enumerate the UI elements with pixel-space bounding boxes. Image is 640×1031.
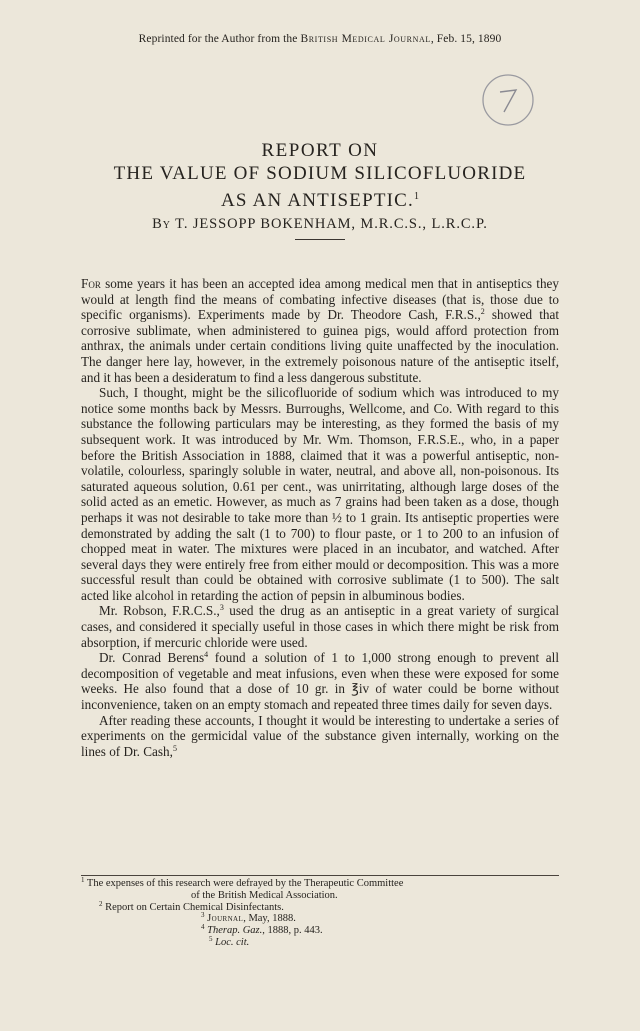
footnote-1-cont: of the British Medical Association. <box>191 889 338 901</box>
footnote-text: The expenses of this research were defrayed by the Therapeutic Committee <box>84 878 404 889</box>
footnote-ref: 1 <box>414 191 419 202</box>
footnote-rule <box>81 875 559 876</box>
footnote-ref: 2 <box>480 307 485 317</box>
footnote-number: 3 <box>201 911 205 920</box>
title-line-3-text: AS AN ANTISEPTIC. <box>220 190 414 211</box>
paragraph-text: Dr. Conrad Berens <box>99 650 205 666</box>
footnote-number: 4 <box>201 923 205 932</box>
footnote-citation: Therap. Gaz. <box>207 925 263 937</box>
title-line-2: THE VALUE OF SODIUM SILICOFLUORIDE <box>113 163 527 184</box>
journal-name: British Medical Journal <box>300 33 431 45</box>
footnote-number: 2 <box>99 899 103 908</box>
reprint-note-suffix: , Feb. 15, 1890 <box>430 33 502 45</box>
paragraph-3 <box>81 603 559 650</box>
title-line-1: REPORT ON <box>261 140 379 161</box>
byline-prefix: By <box>152 216 171 232</box>
paragraph-text: Mr. Robson, F.R.C.S., <box>99 603 220 619</box>
paragraph-text: Such, I thought, might be the silicofluoride of sodium which was introduced to my notice some months back by Messrs. Burroughs, Wellcome, and Co. With regard to this substance the following particulars may be interesting, as they formed the basis of my subsequent work. It was introduced by Mr. Wm. Thomson, F.R.S.E., who, in a paper before the British Association in 1888, claimed that it was a powerful antiseptic, non-volatile, colourless, sparingly soluble in water, neutral, and above all, non-poisonous. Its saturated aqueous solution, 0.61 per cent., was unirritating, although large doses of the solid acted as an emetic. However, as much as 7 grains had been taken as a dose, though perhaps it was not desirable to take more than ½ to 1 grain. Its antiseptic properties were demonstrated by adding the salt (1 to 700) to flour paste, or 1 to 200 to an infusion of chopped meat in water. The mixtures were placed in an incubator, and watched. After several days they were entirely free from either mould or decomposition. This was a more successful result than could be obtained with corrosive sublimate (1 to 500). The salt acted like alcohol in retarding the action of pepsin in albuminous bodies. <box>81 385 559 603</box>
handwritten-annotation <box>476 68 536 136</box>
reprint-note-prefix: Reprinted for the Author from the <box>138 33 301 45</box>
footnote-ref: 5 <box>172 743 177 753</box>
paragraph-4 <box>81 650 559 712</box>
title-rule <box>295 239 345 240</box>
paragraph-text: found a solution of 1 to 1,000 strong enough to prevent all decomposition of vegetable and meat infusions, even when these were exposed for some weeks. He also found that a dose of 10 gr. in ℥iv of water could be borne without inconvenience, taken on an empty stomach and repeated three times daily for seven days. <box>81 650 559 713</box>
footnote-ref: 4 <box>204 650 209 660</box>
title-block <box>0 140 640 240</box>
footnotes <box>81 878 559 949</box>
footnote-text: , May, 1888. <box>243 913 296 925</box>
paragraph-2 <box>81 385 559 603</box>
footnote-number: 5 <box>209 934 213 943</box>
paragraph-text: some years it has been an accepted idea among medical men that in antiseptics they would at length find the means of combating infective diseases (that is, those due to specific organisms). Experiments made by Dr. Theodore Cash, F.R.S., <box>81 276 559 323</box>
paragraph-text: used the drug as an antiseptic in a great variety of surgical cases, and considered it specially useful in those cases in which there might be risk from absorption, if mercuric chloride were used. <box>81 603 559 650</box>
annotation-text: 7 <box>506 104 508 109</box>
paragraph-1 <box>81 276 559 385</box>
footnote-citation: Loc. cit. <box>215 936 250 948</box>
footnote-journal: Journal <box>207 913 244 925</box>
article-body <box>81 276 559 759</box>
footnote-text: , 1888, p. 443. <box>262 925 323 937</box>
footnote-1 <box>81 878 559 890</box>
footnote-2 <box>81 899 559 914</box>
footnote-ref: 3 <box>219 603 224 613</box>
footnote-text: Report on Certain Chemical Disinfectants. <box>102 901 284 913</box>
paragraph-5 <box>81 713 559 760</box>
paragraph-text: showed that corrosive sublimate, when administered to guinea pigs, would afford protection from anthrax, the animals under certain conditions living quite unaffected by the inoculation. The danger here lay, however, in the extremely poisonous nature of the antiseptic itself, and it has been a desideratum to find a less dangerous substitute. <box>81 307 559 385</box>
footnote-5 <box>81 934 559 949</box>
author: T. JESSOPP BOKENHAM, M.R.C.S., L.R.C.P. <box>175 216 488 232</box>
title-line-3 <box>0 186 640 212</box>
paragraph-lead: For <box>81 276 101 291</box>
footnote-number: 1 <box>81 876 85 884</box>
footnote-4 <box>81 925 559 937</box>
byline <box>0 216 640 233</box>
reprint-note <box>0 33 640 45</box>
paragraph-text: After reading these accounts, I thought it would be interesting to undertake a series of experiments on the germicidal value of the substance given internally, working on the lines of Dr. Cash, <box>81 712 559 759</box>
footnote-3 <box>81 913 559 925</box>
